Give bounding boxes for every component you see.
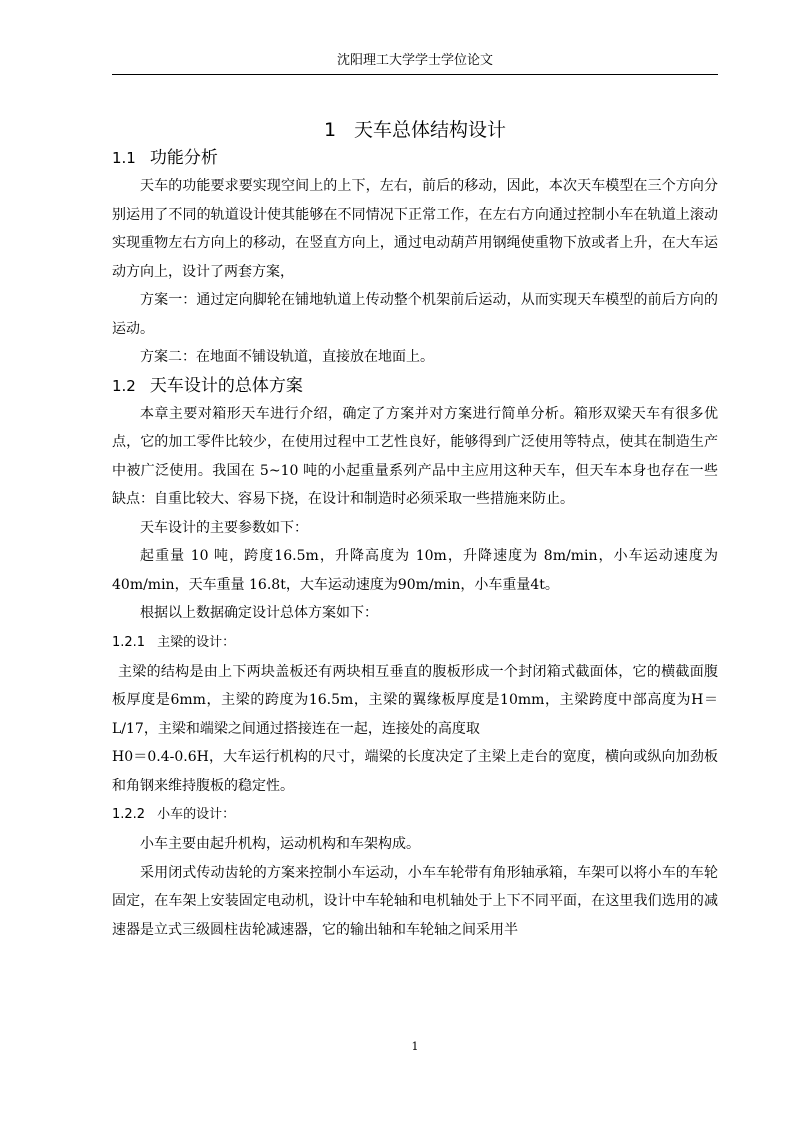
section-title: 小车的设计： [157, 807, 236, 822]
paragraph: 方案一：通过定向脚轮在铺地轨道上传动整个机架前后运动，从而实现天车模型的前后方向的运动。 [112, 292, 718, 337]
section-number: 1.2.1 [112, 634, 146, 650]
chapter-title-text: 天车总体结构设计 [354, 119, 507, 141]
section-number: 1.2 [112, 376, 136, 395]
chapter-title [112, 116, 718, 144]
section-1-2-heading [112, 372, 718, 400]
paragraph: 主梁的结构是由上下两块盖板还有两块相互垂直的腹板形成一个封闭箱式截面体，它的横截面腹板厚度是6mm，主梁的跨度为16.5m，主梁的翼缘板厚度是10mm，主梁跨度中部高度为H＝L/17，主梁和端梁之间通过搭接连在一起，连接处的高度取 [112, 663, 718, 737]
paragraph: 本章主要对箱形天车进行介绍，确定了方案并对方案进行简单分析。箱形双梁天车有很多优点，它的加工零件比较少，在使用过程中工艺性良好，能够得到广泛使用等特点，使其在制造生产中被广泛使用。我国在 5~10 吨的小起重量系列产品中主应用这种天车，但天车本身也存在一些缺点：自重比较大、容易下挠，在设计和制造时必须采取一些措施来防止。 [112, 405, 718, 507]
paragraph: 小车主要由起升机构，运动机构和车架构成。 [140, 836, 420, 852]
section-1-1-heading [112, 144, 718, 172]
section-1-2-2-heading [112, 800, 718, 830]
section-1-2-1-heading [112, 628, 718, 658]
section-title: 天车设计的总体方案 [149, 375, 303, 396]
paragraph: 采用闭式传动齿轮的方案来控制小车运动，小车车轮带有角形轴承箱，车架可以将小车的车轮固定，在车架上安装固定电动机，设计中车轮轴和电机轴处于上下不同平面，在这里我们选用的减速器是立式三级圆柱齿轮减速器，它的输出轴和车轮轴之间采用半 [112, 864, 718, 938]
header-rule [112, 74, 718, 75]
page-number: 1 [411, 1040, 419, 1053]
chapter-number: 1 [323, 119, 337, 141]
paragraph: 根据以上数据确定设计总体方案如下： [140, 605, 378, 621]
paragraph: 起重量 10 吨，跨度16.5m，升降高度为 10m，升降速度为 8m/min，小车运动速度为 40m/min，天车重量 16.8t，大车运动速度为90m/min，小车重量4t。 [112, 548, 718, 593]
paragraph: 天车设计的主要参数如下： [140, 519, 308, 536]
paragraph: H0＝0.4-0.6H，大车运行机构的尺寸，端梁的长度决定了主梁上走台的宽度，横向或纵向加劲板和角钢来维持腹板的稳定性。 [112, 749, 718, 794]
section-number: 1.1 [112, 149, 136, 167]
paragraph: 天车的功能要求要实现空间上的上下，左右，前后的移动，因此，本次天车模型在三个方向分别运用了不同的轨道设计使其能够在不同情况下正常工作，在左右方向通过控制小车在轨道上滚动实现重物左右方向上的移动，在竖直方向上，通过电动葫芦用钢绳使重物下放或者上升，在大车运动方向上，设计了两套方案， [112, 178, 718, 280]
section-title: 主梁的设计： [157, 634, 236, 650]
running-header: 沈阳理工大学学士学位论文 [336, 53, 493, 68]
section-number: 1.2.2 [112, 807, 146, 822]
paragraph: 方案二：在地面不铺设轨道，直接放在地面上。 [140, 349, 434, 365]
page-content [112, 116, 718, 944]
section-title: 功能分析 [149, 148, 218, 168]
